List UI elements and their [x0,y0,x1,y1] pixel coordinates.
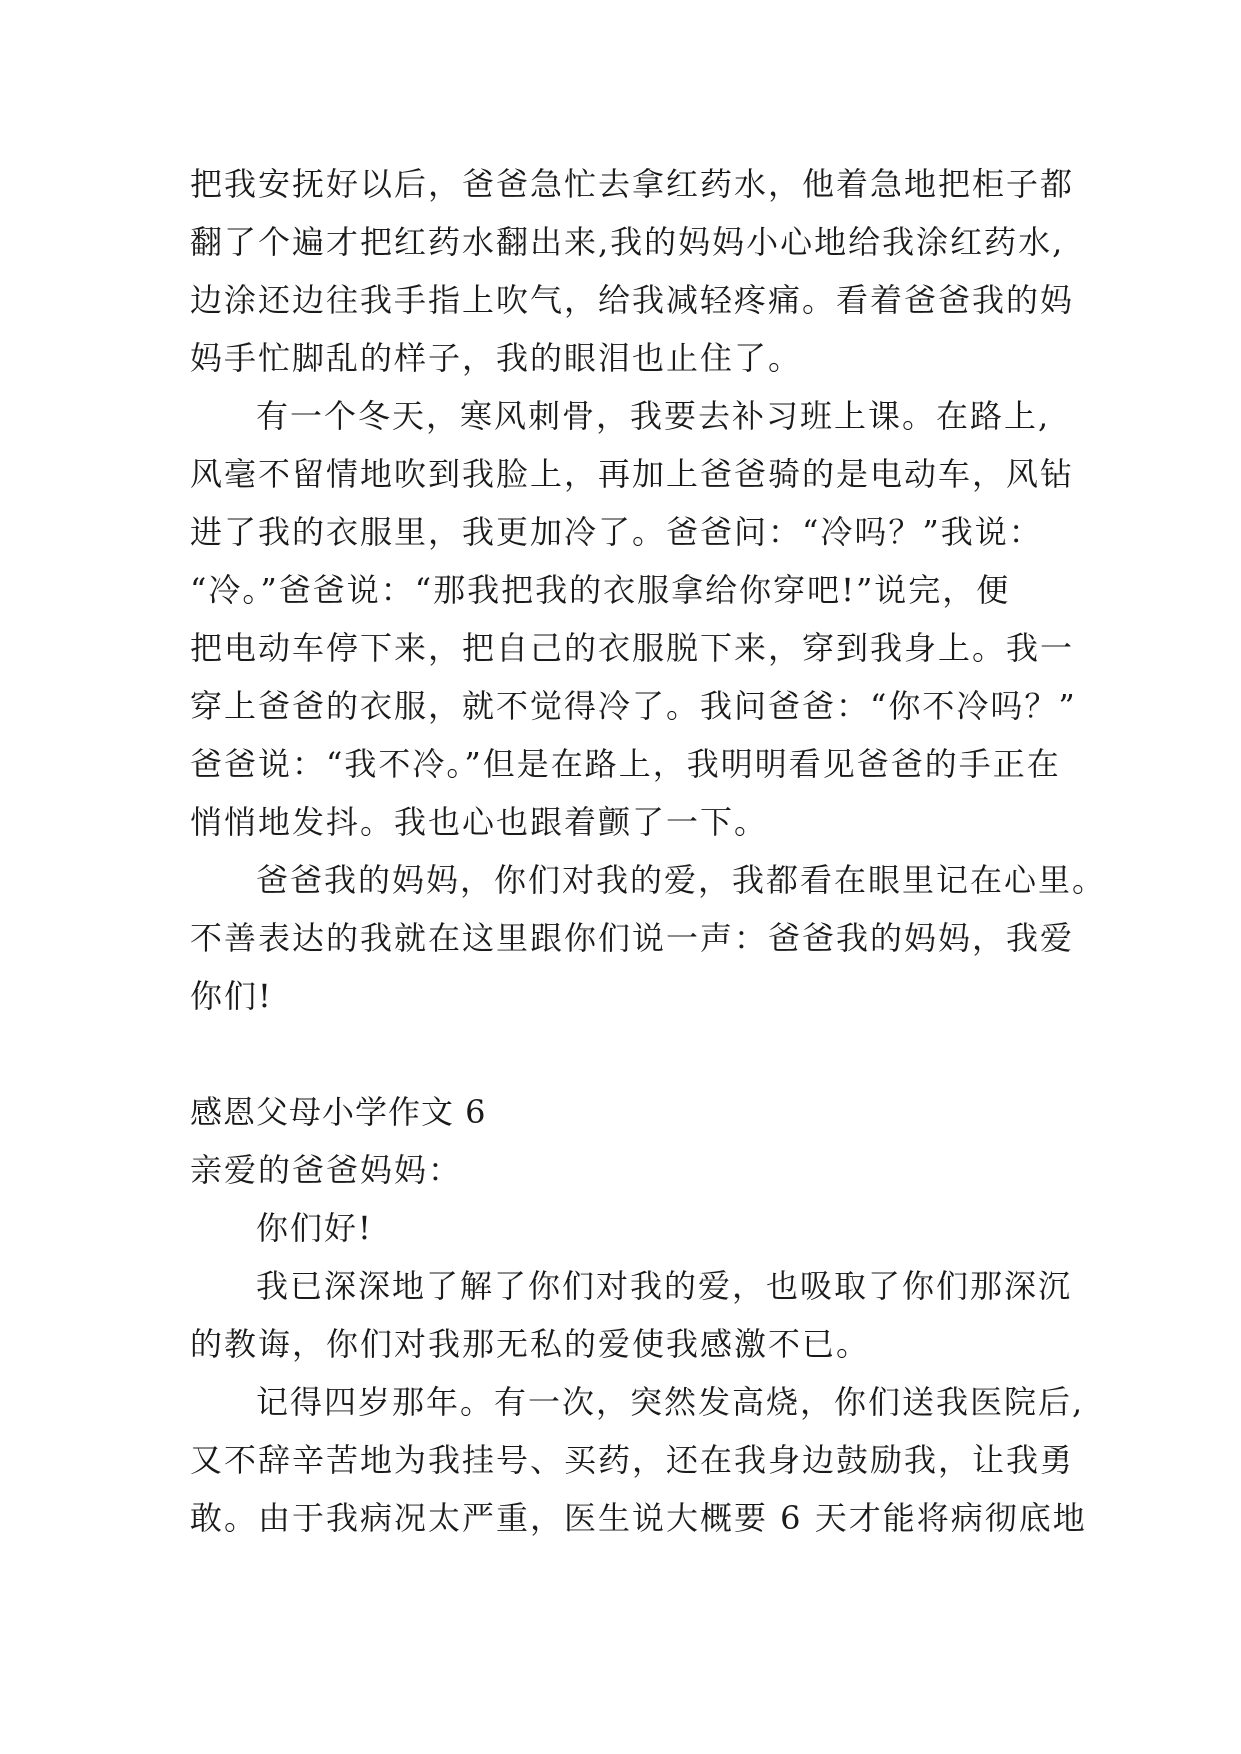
text-line: 有一个冬天，寒风刺骨，我要去补习班上课。在路上, [256,397,1051,435]
text-line: 悄悄地发抖。我也心也跟着颤了一下。 [190,803,769,841]
paragraph [190,851,1107,1025]
document-page [190,155,1107,1547]
paragraph [190,387,1090,851]
text-line: 把电动车停下来，把自己的衣服脱下来，穿到我身上。我一 [190,629,1075,667]
text-line: 的教诲，你们对我那无私的爱使我感激不已。 [190,1325,871,1363]
text-line: 爸爸说：“我不冷。”但是在路上，我明明看见爸爸的手正在 [190,745,1061,783]
text-line: 不善表达的我就在这里跟你们说一声：爸爸我的妈妈，我爱 [190,919,1075,957]
text-line: 风毫不留情地吹到我脸上，再加上爸爸骑的是电动车，风钻 [190,455,1075,493]
text-line: 爸爸我的妈妈，你们对我的爱，我都看在眼里记在心里。 [256,861,1107,899]
text-line: 穿上爸爸的衣服，就不觉得冷了。我问爸爸：“你不冷吗？” [190,687,1077,725]
essay-title: 感恩父母小学作文 6 [190,1093,487,1131]
section-gap [190,1025,1090,1083]
text-line: 翻了个遍才把红药水翻出来,我的妈妈小心地给我涂红药水, [190,223,1065,261]
salutation: 亲爱的爸爸妈妈： [190,1151,463,1189]
text-line: “冷。”爸爸说：“那我把我的衣服拿给你穿吧!”说完，便 [190,571,1011,609]
text-line: 敢。由于我病况太严重，医生说大概要 6 天才能将病彻底地 [190,1499,1087,1537]
text-line: 记得四岁那年。有一次，突然发高烧，你们送我医院后, [256,1383,1085,1421]
paragraph [190,1373,1090,1547]
text-line: 边涂还边往我手指上吹气，给我减轻疼痛。看着爸爸我的妈 [190,281,1075,319]
text-line: 妈手忙脚乱的样子，我的眼泪也止住了。 [190,339,803,377]
paragraph [190,1257,1090,1373]
paragraph [190,155,1090,387]
text-line: 把我安抚好以后，爸爸急忙去拿红药水，他着急地把柜子都 [190,165,1075,203]
text-line: 你们! [190,977,273,1015]
greeting: 你们好! [256,1209,373,1247]
text-line: 又不辞辛苦地为我挂号、买药，还在我身边鼓励我，让我勇 [190,1441,1075,1479]
text-line: 我已深深地了解了你们对我的爱，也吸取了你们那深沉 [256,1267,1073,1305]
text-line: 进了我的衣服里，我更加冷了。爸爸问：“冷吗？”我说： [190,513,1043,551]
